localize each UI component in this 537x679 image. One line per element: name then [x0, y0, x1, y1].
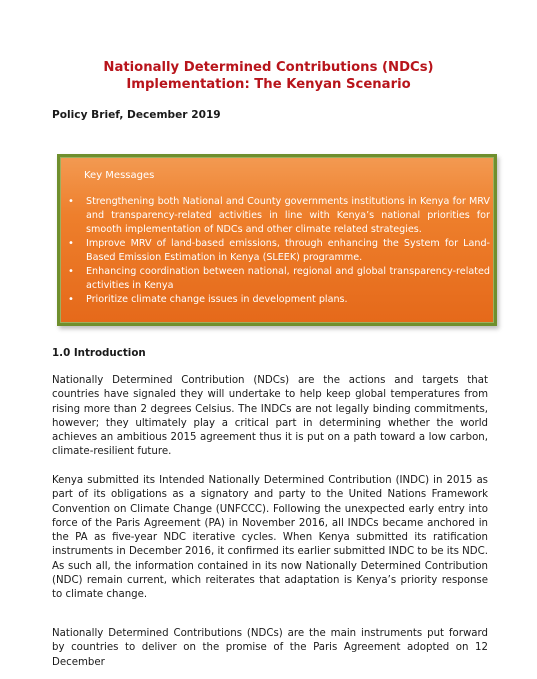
bullet-icon: • [68, 196, 74, 207]
key-message-text: Improve MRV of land-based emissions, through enhancing the System for Land-Based Emission Estimation in Kenya (SLEEK) programme. [86, 238, 490, 263]
key-messages-heading: Key Messages [84, 170, 155, 181]
key-message-item [68, 265, 490, 293]
section-heading-introduction: 1.0 Introduction [52, 347, 146, 359]
key-message-text: Enhancing coordination between national, regional and global transparency-related activities in Kenya [86, 266, 490, 291]
key-messages-box [57, 154, 497, 326]
key-message-item [68, 195, 490, 237]
intro-paragraph-1: Nationally Determined Contribution (NDCs) are the actions and targets that countries have signaled they will undertake to help keep global temperatures from rising more than 2 degrees Celsius. The INDCs are not legally binding commitments, however; they ultimately play a critical part in determining whether the world achieves an ambitious 2015 agreement thus it is put on a path toward a low carbon, climate-resilient future. [52, 375, 488, 458]
key-message-item [68, 293, 490, 307]
intro-paragraph-2: Kenya submitted its Intended Nationally Determined Contribution (INDC) in 2015 as part of its obligations as a signatory and party to the United Nations Framework Convention on Climate Change (UNFCCC). Following the unexpected early entry into force of the Paris Agreement (PA) in November 2016, all INDCs became anchored in the PA as five-year NDC iterative cycles. When Kenya submitted its ratification instruments in December 2016, it confirmed its earlier submitted INDC to be its NDC. As such all, the information contained in its now Nationally Determined Contribution (NDC) remain current, which reiterates that adaptation is Kenya’s priority response to climate change. [52, 475, 488, 601]
bullet-icon: • [68, 266, 74, 277]
key-messages-list [68, 195, 490, 307]
key-message-text: Strengthening both National and County governments institutions in Kenya for MRV and transparency-related activities in line with Kenya’s national priorities for smooth implementation of NDCs and other climate related strategies. [86, 196, 490, 235]
bullet-icon: • [68, 294, 74, 305]
key-message-item [68, 237, 490, 265]
bullet-icon: • [68, 238, 74, 249]
document-title [0, 59, 537, 93]
key-message-text: Prioritize climate change issues in development plans. [86, 294, 348, 305]
policy-brief-date: Policy Brief, December 2019 [52, 109, 221, 121]
document-title-line-2: Implementation: The Kenyan Scenario [126, 77, 411, 92]
document-title-line-1: Nationally Determined Contributions (NDCs) [103, 60, 434, 75]
intro-paragraph-3: Nationally Determined Contributions (NDCs) are the main instruments put forward by countries to deliver on the promise of the Paris Agreement adopted on 12 December [52, 628, 488, 668]
